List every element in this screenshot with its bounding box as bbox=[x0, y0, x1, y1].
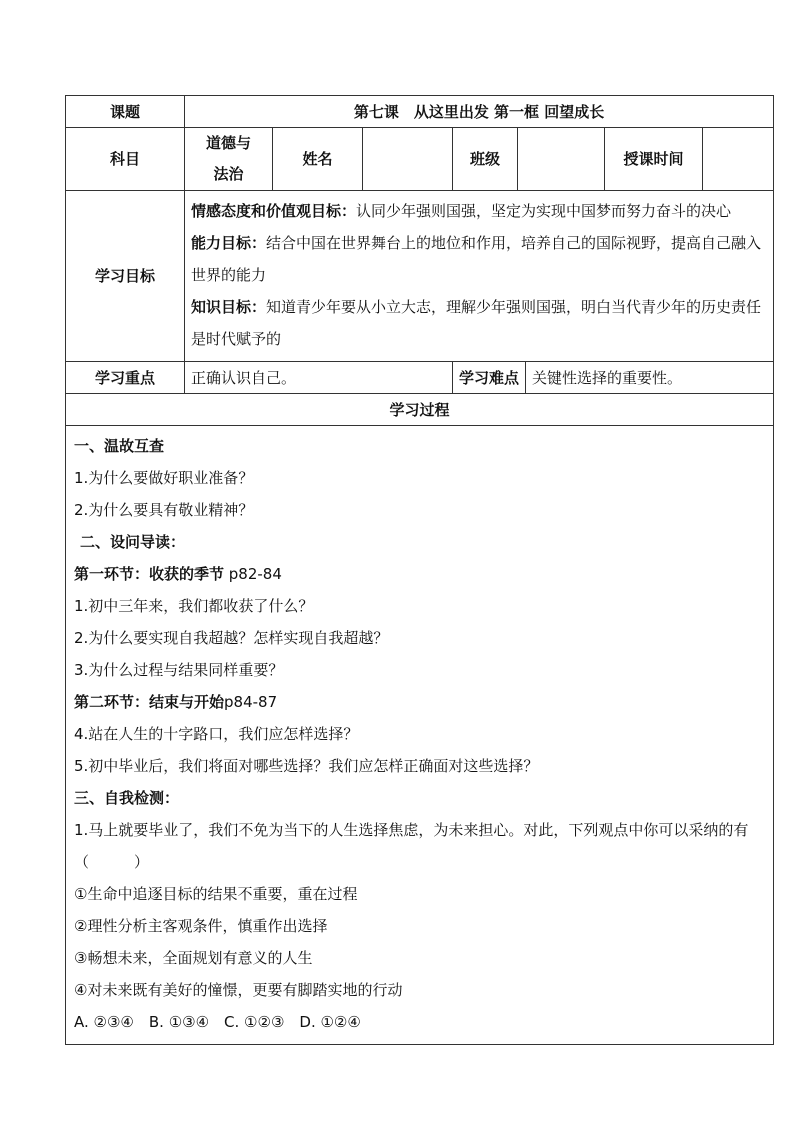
key-point-label: 学习重点 bbox=[66, 362, 185, 394]
lesson-plan-sheet bbox=[65, 95, 773, 1045]
review-heading: 一、温故互查 bbox=[74, 437, 165, 455]
part1-heading: 第一环节：收获的季节 bbox=[74, 565, 225, 583]
guide-heading: 二、设问导读： bbox=[80, 533, 186, 551]
objectives-content bbox=[185, 191, 774, 362]
guide-question-4: 4.站在人生的十字路口，我们应怎样选择？ bbox=[74, 725, 359, 743]
process-title: 学习过程 bbox=[66, 394, 774, 426]
emotion-objective-text: 认同少年强则国强，坚定为实现中国梦而努力奋斗的决心 bbox=[356, 202, 732, 220]
part2-heading: 第二环节：结束与开始 bbox=[74, 693, 225, 711]
name-label: 姓名 bbox=[273, 128, 363, 191]
part1-pages: p82-84 bbox=[224, 565, 282, 583]
lesson-table bbox=[65, 95, 774, 1045]
difficulty-value: 关键性选择的重要性。 bbox=[526, 362, 774, 394]
option-4: ④对未来既有美好的憧憬，更要有脚踏实地的行动 bbox=[74, 981, 403, 999]
process-content bbox=[66, 426, 774, 1045]
mcq-stem: 1.马上就要毕业了，我们不免为当下的人生选择焦虑，为未来担心。对此，下列观点中你可以采纳的有（ ） bbox=[74, 821, 749, 871]
subject-value: 道德与法治 bbox=[185, 128, 273, 191]
review-question-1: 1.为什么要做好职业准备？ bbox=[74, 469, 254, 487]
process-content-row bbox=[66, 426, 774, 1045]
class-label: 班级 bbox=[453, 128, 518, 191]
topic-value: 第七课 从这里出发 第一框 回望成长 bbox=[185, 96, 774, 128]
knowledge-objective bbox=[191, 291, 767, 355]
guide-question-2: 2.为什么要实现自我超越？怎样实现自我超越？ bbox=[74, 629, 389, 647]
part2-line bbox=[74, 686, 765, 718]
objectives-label: 学习目标 bbox=[66, 191, 185, 362]
part2-pages: p84-87 bbox=[224, 693, 278, 711]
answer-choices: A. ②③④ B. ①③④ C. ①②③ D. ①②④ bbox=[74, 1013, 361, 1031]
emotion-objective bbox=[191, 195, 767, 227]
guide-question-3: 3.为什么过程与结果同样重要？ bbox=[74, 661, 284, 679]
info-row bbox=[66, 128, 774, 191]
process-title-row bbox=[66, 394, 774, 426]
teaching-time-field[interactable] bbox=[703, 128, 774, 191]
difficulty-label: 学习难点 bbox=[453, 362, 526, 394]
objectives-row bbox=[66, 191, 774, 362]
class-field[interactable] bbox=[518, 128, 605, 191]
name-field[interactable] bbox=[363, 128, 453, 191]
guide-question-1: 1.初中三年来，我们都收获了什么？ bbox=[74, 597, 314, 615]
teaching-time-label: 授课时间 bbox=[605, 128, 703, 191]
ability-objective-text: 结合中国在世界舞台上的地位和作用，培养自己的国际视野，提高自己融入世界的能力 bbox=[191, 234, 762, 284]
option-3: ③畅想未来，全面规划有意义的人生 bbox=[74, 949, 313, 967]
guide-question-5: 5.初中毕业后，我们将面对哪些选择？我们应怎样正确面对这些选择？ bbox=[74, 757, 539, 775]
topic-row bbox=[66, 96, 774, 128]
part1-line bbox=[74, 558, 765, 590]
option-2: ②理性分析主客观条件，慎重作出选择 bbox=[74, 917, 328, 935]
subject-label: 科目 bbox=[66, 128, 185, 191]
topic-label: 课题 bbox=[66, 96, 185, 128]
knowledge-objective-title: 知识目标： bbox=[191, 298, 267, 316]
ability-objective-title: 能力目标： bbox=[191, 234, 267, 252]
key-point-value: 正确认识自己。 bbox=[185, 362, 453, 394]
ability-objective bbox=[191, 227, 767, 291]
emotion-objective-title: 情感态度和价值观目标： bbox=[191, 202, 357, 220]
option-1: ①生命中追逐目标的结果不重要，重在过程 bbox=[74, 885, 358, 903]
knowledge-objective-text: 知道青少年要从小立大志，理解少年强则国强，明白当代青少年的历史责任是时代赋予的 bbox=[191, 298, 762, 348]
self-check-heading: 三、自我检测： bbox=[74, 789, 180, 807]
review-question-2: 2.为什么要具有敬业精神？ bbox=[74, 501, 254, 519]
focus-row bbox=[66, 362, 774, 394]
